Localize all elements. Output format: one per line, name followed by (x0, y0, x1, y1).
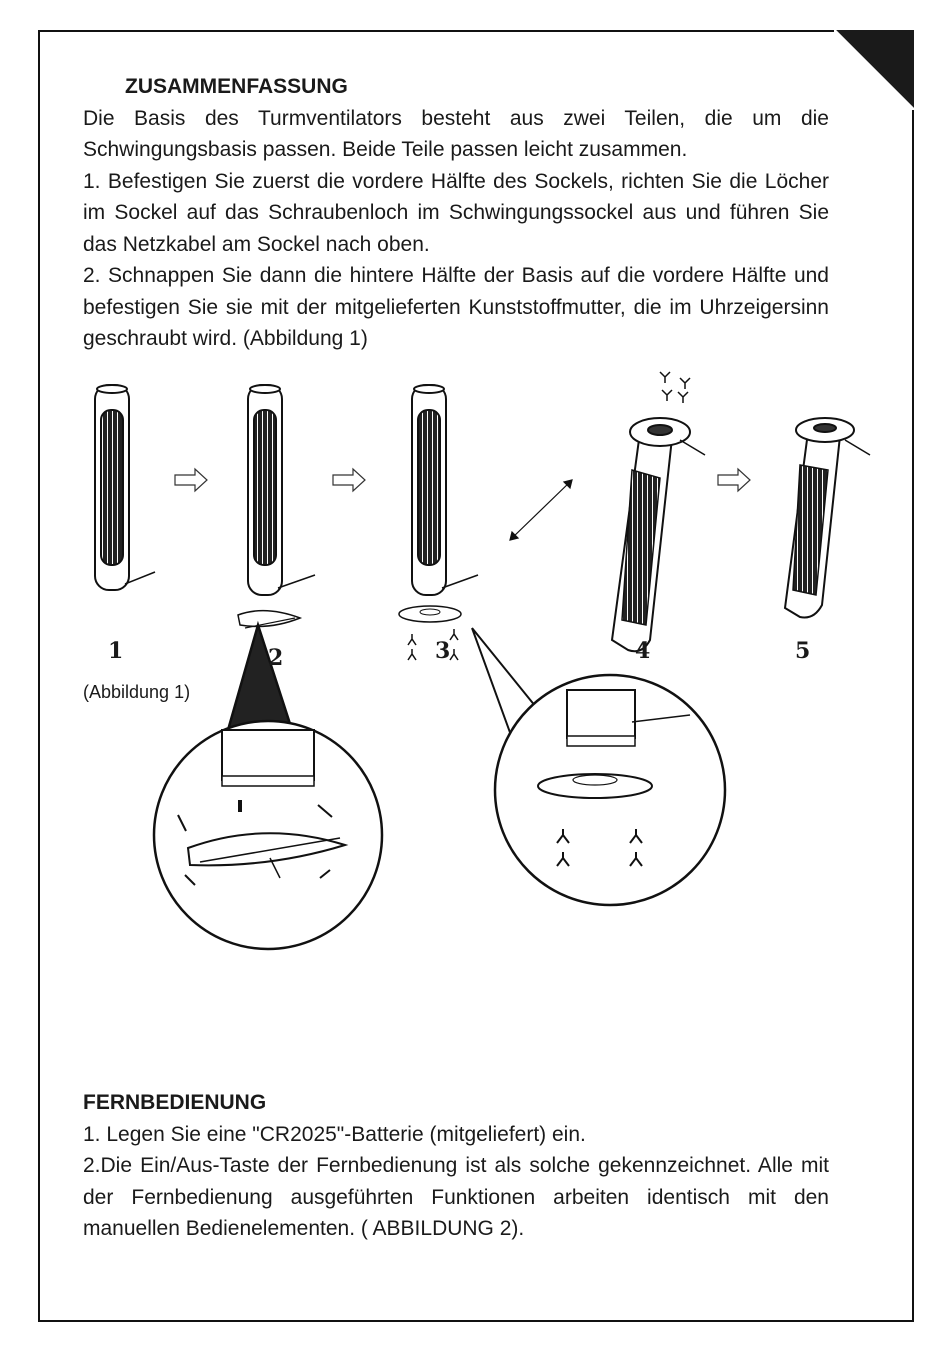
step-label-4: 4 (635, 638, 651, 664)
assembly-intro: Die Basis des Turmventilators besteht aus zwei Teilen, die um die Schwingungsbasis passen. Beide Teile passen leicht zusammen. (83, 106, 829, 161)
figure-caption: (Abbildung 1) (83, 682, 191, 702)
assembly-step-2: 2. Schnappen Sie dann die hintere Hälfte der Basis auf die vordere Hälfte und befestigen Sie sie mit der mitgelieferten Kunststoffmutter, die im Uhrzeigersinn geschraubt wird. (Abbildung 1) (83, 264, 829, 350)
tower-fan-step-3 (399, 385, 478, 622)
tower-fan-step-5 (785, 418, 870, 618)
section-heading-assembly: ZUSAMMENFASSUNG (125, 75, 348, 98)
remote-section (83, 1087, 829, 1245)
arrow-right-3 (718, 469, 750, 491)
arrow-right-2 (333, 469, 365, 491)
arrow-right-1 (175, 469, 207, 491)
assembly-step-1: 1. Befestigen Sie zuerst die vordere Hälfte des Sockels, richten Sie die Löcher im Sockel auf das Schraubenloch im Schwingungssockel aus und führen Sie das Netzkabel am Sockel nach oben. (83, 169, 829, 256)
tower-fan-step-4 (612, 418, 705, 651)
remote-item-2: 2.Die Ein/Aus-Taste der Fernbedienung ist als solche gekennzeichnet. Alle mit der Fernbedienung ausgeführten Funktionen arbeiten identisch mit den manuellen Bedienelementen. ( ABBILDUNG 2). (83, 1154, 829, 1240)
remote-item-1: 1. Legen Sie eine "CR2025"-Batterie (mitgeliefert) ein. (83, 1122, 586, 1146)
tower-fan-step-1 (95, 385, 155, 590)
step-label-3: 3 (435, 638, 451, 664)
section-heading-remote: FERNBEDIENUNG (83, 1091, 267, 1114)
tower-fan-step-2 (238, 385, 315, 628)
double-arrow (510, 480, 572, 540)
step-label-5: 5 (795, 638, 811, 664)
zoom-detail-step-3 (472, 628, 725, 905)
step-label-1: 1 (108, 638, 124, 664)
screws-icon (660, 372, 690, 403)
small-nut-icons (408, 629, 458, 660)
zoom-detail-step-2 (154, 625, 382, 949)
step-label-2: 2 (268, 645, 284, 671)
